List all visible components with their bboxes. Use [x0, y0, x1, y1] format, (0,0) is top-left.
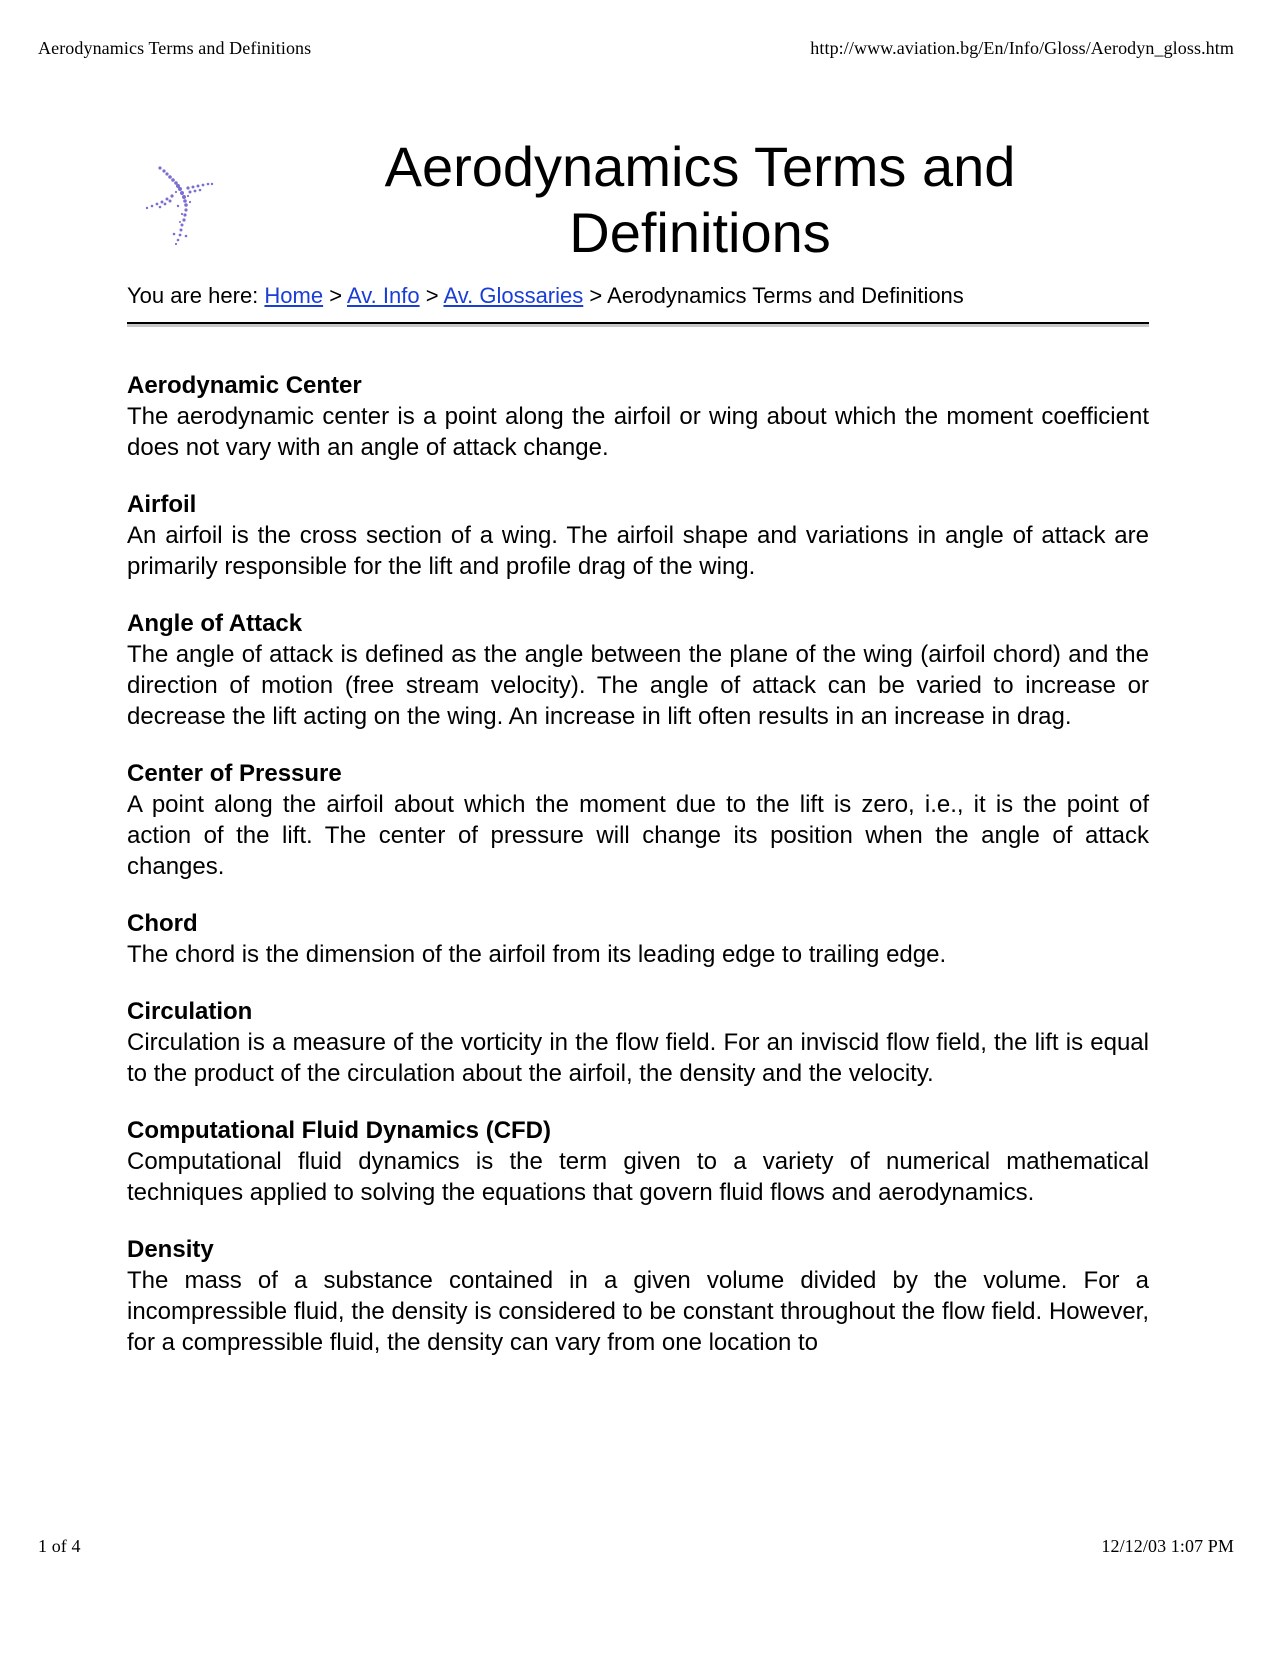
glossary-term: Airfoil — [127, 491, 197, 518]
glossary-definition: Circulation is a measure of the vorticity in the flow field. For an inviscid flow field, the lift is equal to the product of the circulation about the airfoil, the density and the velocity. — [127, 1029, 1149, 1087]
print-timestamp: 12/12/03 1:07 PM — [1101, 1536, 1234, 1556]
glossary-term: Computational Fluid Dynamics (CFD) — [127, 1117, 552, 1144]
print-header — [38, 38, 1234, 59]
breadcrumb-prefix: You are here: — [127, 283, 259, 308]
print-header-title: Aerodynamics Terms and Definitions — [38, 38, 312, 58]
breadcrumb-link-av-glossaries[interactable]: Av. Glossaries — [443, 283, 584, 308]
airplane-icon — [140, 162, 222, 248]
breadcrumb — [127, 282, 964, 310]
glossary-definition: The chord is the dimension of the airfoil from its leading edge to trailing edge. — [127, 941, 947, 968]
glossary-list — [127, 370, 1149, 1358]
breadcrumb-current: Aerodynamics Terms and Definitions — [607, 283, 964, 308]
glossary-definition: A point along the airfoil about which the moment due to the lift is zero, i.e., it is the point of action of the lift. The center of pressure will change its position when the angle of attack changes. — [127, 791, 1149, 880]
print-header-url: http://www.aviation.bg/En/Info/Gloss/Aerodyn_gloss.htm — [810, 38, 1234, 58]
breadcrumb-link-av-info[interactable]: Av. Info — [347, 283, 420, 308]
glossary-term: Circulation — [127, 998, 253, 1025]
glossary-entry — [127, 489, 1149, 582]
glossary-entry — [127, 996, 1149, 1089]
glossary-entry — [127, 1115, 1149, 1208]
glossary-entry — [127, 908, 1149, 970]
glossary-definition: Computational fluid dynamics is the term given to a variety of numerical mathematical techniques applied to solving the equations that govern fluid flows and aerodynamics. — [127, 1148, 1149, 1206]
glossary-term: Density — [127, 1236, 214, 1263]
glossary-term: Chord — [127, 910, 198, 937]
glossary-term: Center of Pressure — [127, 760, 342, 787]
print-footer — [38, 1536, 1234, 1557]
glossary-entry — [127, 1234, 1149, 1358]
glossary-definition: The aerodynamic center is a point along the airfoil or wing about which the moment coefficient does not vary with an angle of attack change. — [127, 403, 1149, 461]
glossary-entry — [127, 758, 1149, 882]
breadcrumb-separator: > — [589, 283, 603, 308]
glossary-term: Aerodynamic Center — [127, 372, 362, 399]
breadcrumb-link-home[interactable]: Home — [264, 283, 324, 308]
page-title: Aerodynamics Terms and Definitions — [384, 135, 1016, 264]
glossary-definition: The mass of a substance contained in a given volume divided by the volume. For a incompressible fluid, the density is considered to be constant throughout the flow field. However, for a compressible fluid, the density can vary from one location to — [127, 1267, 1149, 1356]
glossary-definition: An airfoil is the cross section of a wing. The airfoil shape and variations in angle of attack are primarily responsible for the lift and profile drag of the wing. — [127, 522, 1149, 580]
breadcrumb-separator: > — [425, 283, 439, 308]
breadcrumb-separator: > — [329, 283, 343, 308]
divider — [127, 322, 1149, 327]
glossary-entry — [127, 608, 1149, 732]
glossary-entry — [127, 370, 1149, 463]
page-indicator: 1 of 4 — [38, 1536, 81, 1556]
glossary-term: Angle of Attack — [127, 610, 303, 637]
glossary-definition: The angle of attack is defined as the angle between the plane of the wing (airfoil chord) and the direction of motion (free stream velocity). The angle of attack can be varied to increase or decrease the lift acting on the wing. An increase in lift often results in an increase in drag. — [127, 641, 1149, 730]
